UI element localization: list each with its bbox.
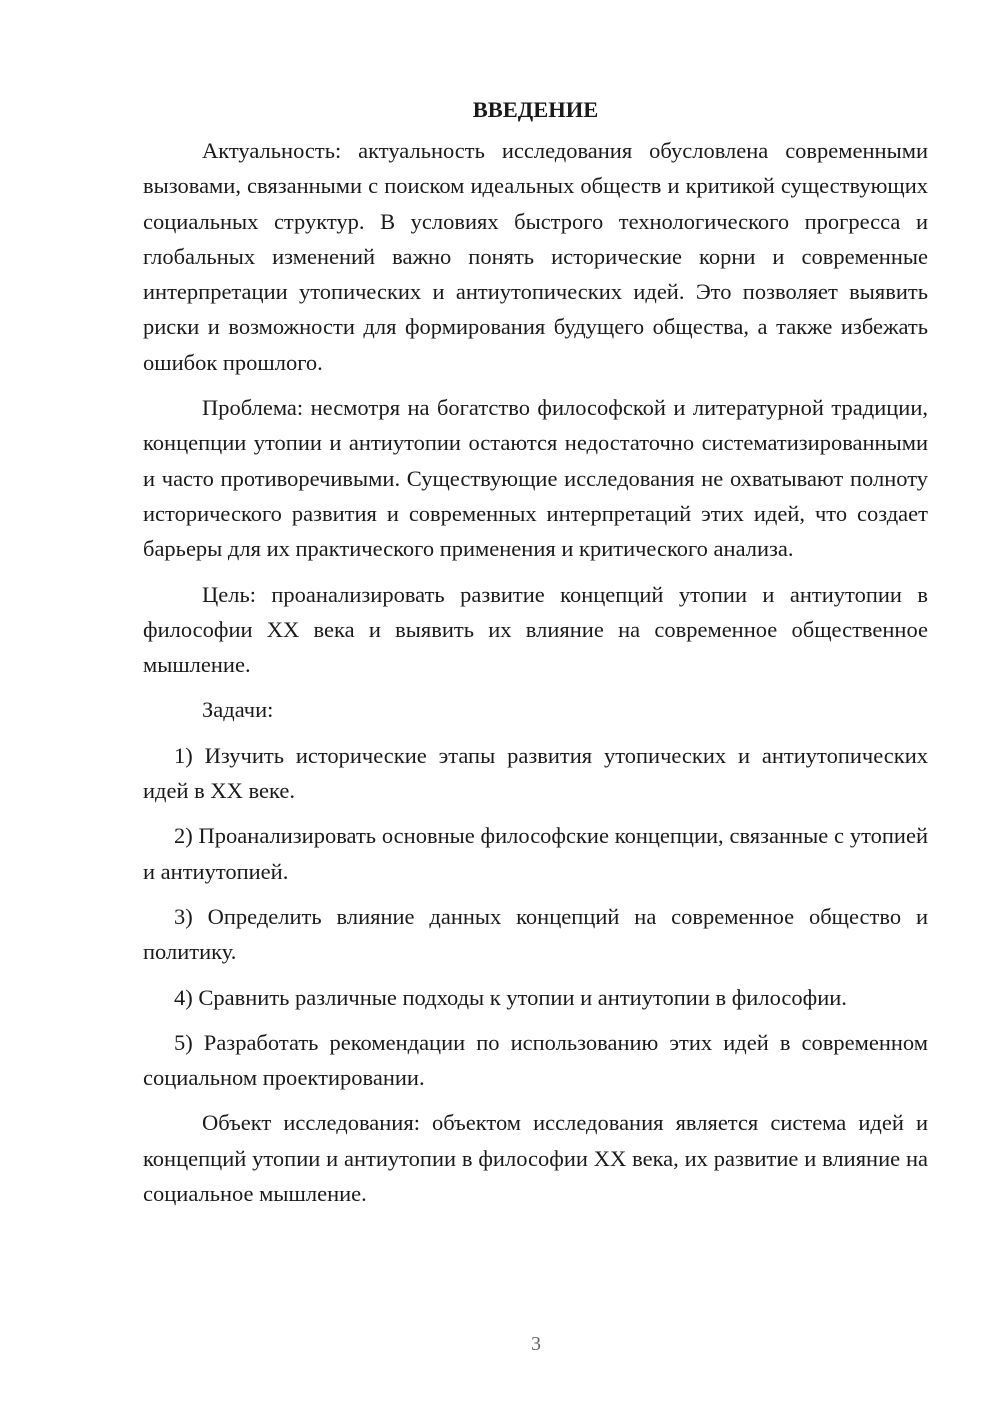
problem-paragraph: Проблема: несмотря на богатство философской и литературной традиции, концепции утопии и антиутопии остаются недостаточно систематизированными и часто противоречивыми. Существующие исследования не охватывают полноту исторического развития и современных интерпретаций этих идей, что создает барьеры для их практического применения и критического анализа. [143,395,928,562]
page-number: 3 [531,1333,541,1355]
tasks-label: Задачи: [202,697,274,723]
section-heading: ВВЕДЕНИЕ [472,97,599,122]
object-paragraph: Объект исследования: объектом исследования является система идей и концепций утопии и антиутопии в философии XX века, их развитие и влияние на социальное мышление. [143,1110,928,1207]
goal-paragraph: Цель: проанализировать развитие концепций утопии и антиутопии в философии XX века и выявить их влияние на современное общественное мышление. [143,581,928,678]
task-item-1: 1) Изучить исторические этапы развития утопических и антиутопических идей в XX веке. [143,742,928,804]
page-content [143,92,928,1221]
task-item-2: 2) Проанализировать основные философские концепции, связанные с утопией и антиутопией. [143,823,928,884]
task-item-3: 3) Определить влияние данных концепций на современное общество и политику. [143,903,928,965]
task-item-5: 5) Разработать рекомендации по использованию этих идей в современном социальном проектировании. [143,1029,928,1091]
relevance-paragraph: Актуальность: актуальность исследования обусловлена современными вызовами, связанными с поиском идеальных обществ и критикой существующих социальных структур. В условиях быстрого технологического прогресса и глобальных изменений важно понять исторические корни и современные интерпретации утопических и антиутопических идей. Это позволяет выявить риски и возможности для формирования будущего общества, а также избежать ошибок прошлого. [143,138,928,375]
task-item-4: 4) Сравнить различные подходы к утопии и антиутопии в философии. [174,984,847,1010]
